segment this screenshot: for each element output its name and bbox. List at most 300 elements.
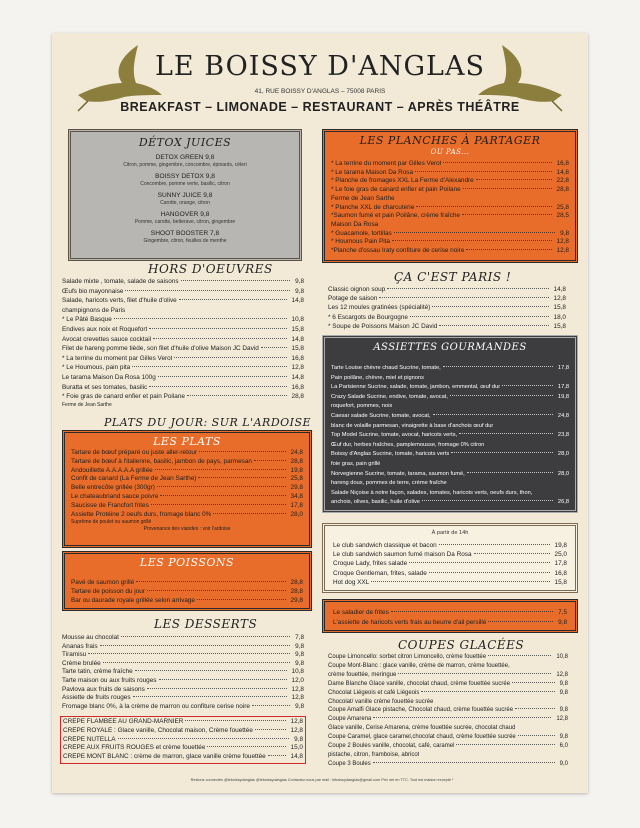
gourmande-row <box>331 393 569 403</box>
planche-row <box>331 169 569 178</box>
dot-leader <box>379 297 548 298</box>
coupe-item-price: 12,8 <box>556 671 568 678</box>
dot-leader <box>149 328 286 329</box>
crepe-item-price: 14,8 <box>290 753 303 761</box>
plat-item-price: 19,8 <box>290 466 303 474</box>
header-subtitle: BREAKFAST – LIMONADE – RESTAURANT – APRÈS THÉÂTRE <box>120 100 520 114</box>
gourmande-row <box>331 402 569 412</box>
dot-leader <box>409 562 549 563</box>
dot-leader <box>135 670 287 671</box>
frites-item-price: 7,5 <box>558 609 567 616</box>
dessert-row <box>62 660 304 669</box>
dessert-item-price: 9,8 <box>295 702 304 710</box>
coupe-item-name: pistache, citron, framboise, abricot <box>328 751 420 758</box>
dot-leader <box>462 214 552 215</box>
poisson-item-name: Bar ou daurade royale grillée selon arrivage <box>71 597 195 604</box>
plats-provenance: Provenance des viandes : voir l'ardoise <box>143 526 231 533</box>
hors-item-name: Filet de hareng pomme tiède, son filet d'huile d'olive Maison JC David <box>62 345 259 353</box>
dessert-row <box>62 668 304 677</box>
dot-leader <box>100 645 291 646</box>
dot-leader <box>451 452 553 453</box>
paris-title: ÇA C'EST PARIS ! <box>394 270 512 284</box>
hors-item-price: 14,8 <box>291 297 304 305</box>
paris-row <box>328 294 566 303</box>
gourmande-item-name: Caesar salade Sucrine, tomate, avocat, <box>331 412 431 419</box>
dessert-row <box>62 651 304 660</box>
plat-item-price: 34,8 <box>290 492 303 500</box>
dessert-row <box>62 703 304 712</box>
crepe-item-name: CRÊPE ROYALE : Glace vanille, Chocolat maison, Crème fouettée <box>63 726 253 734</box>
dot-leader <box>121 636 290 637</box>
coupe-item-name: Coupe 3 Boules <box>328 760 371 767</box>
gourmande-row <box>331 431 569 441</box>
dot-leader <box>174 357 286 358</box>
planche-item-price: 12,8 <box>556 247 569 255</box>
dot-leader <box>416 206 551 207</box>
hors-item-name: * Le Houmous, pain pita <box>62 364 131 372</box>
dot-leader <box>387 288 548 289</box>
dot-leader <box>103 662 290 663</box>
juice-item <box>71 230 299 244</box>
juice-desc: Carotte, orange, citron <box>160 200 210 206</box>
dot-leader <box>429 572 550 573</box>
plat-row <box>71 493 303 502</box>
gourmande-item-price: 17,8 <box>557 384 569 391</box>
plat-item-name: Andouillette A.A.A.A.A grillée <box>71 466 153 474</box>
hors-list <box>62 277 304 409</box>
gourmande-item-price: 19,8 <box>557 393 569 400</box>
gourmande-row <box>331 450 569 460</box>
hors-item-price: 12,8 <box>291 364 304 372</box>
dot-leader <box>391 611 553 612</box>
juice-name: DETOX GREEN 9,8 <box>155 154 215 161</box>
juice-name: BOISSY DETOX 9,8 <box>155 173 215 180</box>
planche-item-name: Ferme de Jean Sarthe <box>331 194 395 202</box>
dessert-item-price: 9,8 <box>295 651 304 659</box>
gourmande-item-price: 17,8 <box>557 365 569 371</box>
sandwich-item-name: Hot dog XXL <box>333 578 370 586</box>
gourmande-row <box>331 470 569 480</box>
crepe-row <box>63 736 303 745</box>
plat-item-price: 28,8 <box>290 457 303 465</box>
hors-item-name: Avocat crevettes sauce cocktail <box>62 335 152 343</box>
frites-item-name: L'assiette de haricots verts frais au beurre d'ail persillé <box>333 618 487 626</box>
coupe-row <box>328 760 568 769</box>
gourmande-row <box>331 422 569 432</box>
frites-item-price: 9,8 <box>558 618 567 626</box>
dot-leader <box>422 500 553 501</box>
gourmande-item-name: roquefort, pommes, noix <box>331 403 393 410</box>
sandwich-item-price: 17,8 <box>554 560 567 568</box>
gourmande-item-name: Salade Niçoise à notre façon, salades, tomates, haricots verts, oeufs durs, thon, <box>331 489 533 496</box>
sandwich-item-price: 15,8 <box>554 578 567 586</box>
hors-item-price: 16,8 <box>291 383 304 391</box>
dot-leader <box>179 299 287 300</box>
dessert-row <box>62 677 304 686</box>
dot-leader <box>433 414 553 415</box>
planche-item-price: 22,8 <box>556 177 569 185</box>
hors-row <box>62 354 304 364</box>
gourmandes-title: ASSIETTES GOURMANDES <box>373 342 527 353</box>
crepe-item-price: 12,8 <box>290 718 303 725</box>
ardoise-title: PLATS DU JOUR: SUR L'ARDOISE <box>104 416 312 429</box>
coupe-item-name: Coupe Caramel, glace caramel,chocolat chaud, crème fouettée sucrée <box>328 734 516 741</box>
dot-leader <box>153 338 287 339</box>
hors-item-price: 9,8 <box>295 287 304 295</box>
plat-row <box>71 502 303 511</box>
poisson-item-name: Pavé de saumon grillé <box>71 579 135 586</box>
dot-leader <box>488 655 551 656</box>
coupe-item-price: 12,8 <box>556 716 568 723</box>
dessert-item-price: 7,8 <box>295 634 304 641</box>
dot-leader <box>439 325 548 326</box>
hors-row <box>62 344 304 354</box>
dot-leader <box>502 385 553 386</box>
hors-row <box>62 296 304 306</box>
dot-leader <box>255 729 286 730</box>
poisson-row <box>71 578 303 587</box>
coupe-item-price: 9,8 <box>559 689 568 696</box>
dessert-item-name: Crème brulée <box>62 659 101 667</box>
dot-leader <box>268 755 286 756</box>
dessert-item-price: 12,0 <box>291 676 304 684</box>
hors-item-name: Salade mixte , tomate, salade de saisons <box>62 278 179 285</box>
poissons-list <box>71 578 303 605</box>
paris-item-name: * 6 Escargots de Bourgogne <box>328 313 408 321</box>
poissons-panel <box>62 551 312 611</box>
planche-item-price: 16,8 <box>556 160 569 167</box>
planche-item-name: * Houmous Pain Pita <box>331 238 390 246</box>
address: 41, RUE BOISSY D'ANGLAS – 75008 PARIS <box>254 88 386 95</box>
plat-item-name: Belle entrecôte grillée (300gr) <box>71 484 155 492</box>
poisson-row <box>71 596 303 605</box>
paris-item-name: * Soupe de Poissons Maison JC David <box>328 322 438 330</box>
dessert-item-name: Mousse au chocolat <box>62 634 119 641</box>
plat-item-price: 17,8 <box>290 501 303 509</box>
dot-leader <box>392 240 552 241</box>
planche-row <box>331 221 569 230</box>
gourmande-row <box>331 479 569 489</box>
planche-item-price: 9,8 <box>560 229 569 237</box>
plats-panel <box>62 430 312 548</box>
planches-panel <box>322 129 578 263</box>
gourmande-item-name: Pain poilâne, chèvre, miel et pignons <box>331 374 424 381</box>
plat-item-name: Le chateaubriand sauce poivre <box>71 492 159 500</box>
coupe-item-price: 6,0 <box>559 743 568 750</box>
dot-leader <box>147 590 286 591</box>
gourmande-item-name: La Parisienne Sucrine, salade, tomate, jambon, emmental, œuf dur <box>331 384 501 391</box>
dot-leader <box>371 581 549 582</box>
dot-leader <box>450 395 553 396</box>
coupe-item-name: Coupe 2 Boules vanille, chocolat, café, caramel <box>328 743 455 750</box>
gourmande-item-name: blanc de volaille parmesan, vinaigrette à base d'anchois œuf dur <box>331 422 494 429</box>
dot-leader <box>261 347 287 348</box>
plats-note: Suprême de poulet ou saumon grillé <box>71 519 152 526</box>
dot-leader <box>443 162 551 163</box>
crepe-item-price: 15,0 <box>290 744 303 752</box>
poisson-item-price: 28,8 <box>290 588 303 595</box>
dot-leader <box>463 188 552 189</box>
frites-item-name: Le saladier de frites <box>333 609 389 616</box>
juice-name: HANGOVER 9,8 <box>160 211 210 218</box>
gourmande-row <box>331 412 569 422</box>
plat-row <box>71 467 303 476</box>
planche-item-name: * Planche XXL de charcuterie <box>331 203 415 211</box>
paris-row <box>328 313 566 322</box>
sandwich-time: À partir de 14h <box>431 530 469 536</box>
poisson-item-price: 28,8 <box>290 579 303 586</box>
dot-leader <box>199 451 285 452</box>
planche-item-name: *Planche d'ossau Iraty confiture de cerise noire <box>331 247 465 255</box>
dot-leader <box>132 366 286 367</box>
dessert-item-name: Ananas frais <box>62 642 98 650</box>
coupe-item-name: Glace vanille, Cerise Amarena, crème fouettée sucrée, chocolat chaud <box>328 725 516 732</box>
coupe-item-price: 9,0 <box>559 760 568 767</box>
dot-leader <box>432 306 548 307</box>
dot-leader <box>136 581 285 582</box>
planche-item-name: Maison Da Rosa <box>331 220 379 228</box>
coupes-title: COUPES GLACÉES <box>398 638 525 652</box>
hors-item-price: 28,8 <box>291 393 304 401</box>
coupe-row <box>328 671 568 680</box>
juice-desc: Pomme, carotte, betterave, citron, gingembre <box>134 219 236 225</box>
dot-leader <box>398 673 551 674</box>
paris-row <box>328 303 566 312</box>
hors-item-name: Buratta et ses tomates, basilic <box>62 383 148 391</box>
plat-row <box>71 449 303 458</box>
planche-row <box>331 186 569 195</box>
dot-leader <box>456 744 554 745</box>
plat-row <box>71 475 303 484</box>
dot-leader <box>187 395 287 396</box>
coupe-item-name: Chocolat Liégeois et café Liégeois <box>328 689 420 696</box>
sandwich-item-name: Le club sandwich saumon fumé maison Da Rosa <box>333 551 472 559</box>
sandwich-item-price: 16,8 <box>554 569 567 577</box>
dot-leader <box>476 179 552 180</box>
hors-row <box>62 363 304 373</box>
menu-sheet <box>52 33 588 793</box>
juice-name: SUNNY JUICE 9,8 <box>157 192 213 199</box>
dessert-item-price: 12,8 <box>291 685 304 693</box>
dessert-item-name: Tarte tatin, crème fraîche <box>62 668 133 676</box>
hors-row <box>62 373 304 383</box>
poisson-item-price: 29,8 <box>290 597 303 604</box>
hors-item-price: 16,8 <box>291 354 304 362</box>
paris-item-price: 12,8 <box>553 295 566 303</box>
planches-list <box>331 160 569 256</box>
coupe-row <box>328 680 568 689</box>
hors-item-name: * La terrine du moment par Gilles Verot <box>62 354 173 362</box>
dot-leader <box>467 472 553 473</box>
plat-item-name: Tartare de bœuf à l'italienne, basilic, jambon de pays, parmesan <box>71 457 252 465</box>
hors-item-price: 9,8 <box>295 278 304 285</box>
sandwich-row <box>333 559 567 568</box>
coupe-item-name: crème fouettée, meringue <box>328 671 397 678</box>
sandwich-item-price: 25,0 <box>554 551 567 559</box>
planche-item-name: * Le tarama Maison Da Rosa <box>331 168 414 176</box>
dessert-item-name: Pavlova aux fruits de saisons <box>62 685 145 693</box>
dessert-item-price: 9,8 <box>295 642 304 650</box>
hors-item-price: 14,8 <box>291 335 304 343</box>
plat-item-name: Assiette Protéine 2 oeufs durs, fromage blanc 0% <box>71 510 212 518</box>
dot-leader <box>373 762 555 763</box>
frites-row <box>333 608 567 618</box>
gourmande-row <box>331 364 569 374</box>
dessert-item-name: Tarte maison ou aux fruits rouges <box>62 676 157 684</box>
coupe-item-name: Coupe Amalfi Glace pistache, Chocolat chaud, crème fouettée sucrée <box>328 707 514 714</box>
sandwich-list <box>333 541 567 587</box>
dessert-item-price: 12,8 <box>291 694 304 702</box>
detox-title: DÉTOX JUICES <box>138 136 232 149</box>
gourmande-row <box>331 374 569 384</box>
dot-leader <box>410 316 549 317</box>
juice-item <box>71 192 299 206</box>
dot-leader <box>147 688 287 689</box>
dessert-item-price: 9,8 <box>295 659 304 667</box>
dot-leader <box>125 290 290 291</box>
dot-leader <box>421 691 554 692</box>
hors-item-price: 15,8 <box>291 325 304 333</box>
detox-list <box>71 154 299 244</box>
paris-list <box>328 285 566 331</box>
gourmande-row <box>331 498 569 508</box>
coupe-row <box>328 706 568 715</box>
hors-row <box>62 335 304 345</box>
dot-leader <box>157 486 286 487</box>
sandwich-item-price: 19,8 <box>554 542 567 549</box>
hors-item-name: Œufs bio mayonnaise <box>62 287 124 295</box>
hors-item-name: Le tarama Maison Da Rosa 100g <box>62 373 156 381</box>
hors-item-price: 15,8 <box>291 345 304 353</box>
planche-row <box>331 247 569 256</box>
juice-name: SHOOT BOOSTER 7,8 <box>150 230 220 237</box>
planche-item-price: 14,8 <box>556 168 569 176</box>
frites-panel <box>322 599 578 633</box>
gourmande-item-name: Top Model Sucrine, tomate, avocat, haricots verts, <box>331 432 458 439</box>
gourmande-item-price: 28,0 <box>557 470 569 477</box>
dot-leader <box>474 553 550 554</box>
gourmande-row <box>331 460 569 470</box>
footer: Restons connectés @leboissydanglas @leboissydanglas Contactez-nous par mail : leboissydanglas@gmail.com Prix net en TTC. Tout est maison excepté * <box>190 778 454 782</box>
gourmande-row <box>331 441 569 451</box>
coupe-item-name: Dame Blanche Glace vanille, chocolat chaud, crème fouettée sucrée <box>328 680 511 687</box>
plat-item-name: Saucisse de Francfort frites <box>71 501 149 509</box>
dot-leader <box>181 280 291 281</box>
planche-item-name: *Saumon fumé et pain Poilâne, crème fraîche <box>331 212 460 220</box>
dot-leader <box>518 735 555 736</box>
planche-row <box>331 195 569 204</box>
sandwich-row <box>333 550 567 559</box>
juice-item <box>71 173 299 187</box>
detox-juices-panel <box>68 129 302 261</box>
sandwich-item-name: Croque Lady, frites salade <box>333 560 408 568</box>
coupe-row <box>328 733 568 742</box>
paris-item-price: 15,8 <box>553 322 566 330</box>
dot-leader <box>198 477 285 478</box>
plat-row <box>71 458 303 467</box>
dot-leader <box>252 705 290 706</box>
dot-leader <box>439 544 550 545</box>
dot-leader <box>114 318 287 319</box>
dot-leader <box>459 433 553 434</box>
juice-desc: Citron, pomme, gingembre, concombre, épinards, céleri <box>123 162 247 168</box>
crepe-row <box>63 718 303 727</box>
dot-leader <box>415 171 551 172</box>
gourmande-item-name: Crazy Salade Sucrine, endive, tomate, avocat, <box>331 393 448 400</box>
planche-item-name: * Planche de fromages XXL La Ferme d'Alexandre <box>331 177 474 185</box>
dessert-item-name: Assiette de fruits rouges <box>62 694 131 702</box>
plat-item-price: 29,8 <box>290 484 303 492</box>
plats-list <box>71 449 303 533</box>
dot-leader <box>151 504 286 505</box>
coupe-row <box>328 689 568 698</box>
coupe-row <box>328 698 568 707</box>
dot-leader <box>159 679 287 680</box>
hors-row <box>62 277 304 287</box>
coupe-row <box>328 662 568 671</box>
sandwich-panel <box>322 523 578 593</box>
planche-item-price: 12,8 <box>556 238 569 246</box>
dessert-row <box>62 634 304 643</box>
dot-leader <box>155 469 286 470</box>
plat-row <box>71 484 303 493</box>
planche-item-name: * Le foie gras de canard enfier et pain Poilane <box>331 186 461 194</box>
hors-title: HORS D'OEUVRES <box>148 262 273 276</box>
planche-item-price: 28,5 <box>556 212 569 220</box>
paris-row <box>328 285 566 294</box>
planche-item-price: 25,8 <box>556 203 569 211</box>
dot-leader <box>443 366 553 367</box>
planche-item-price: 28,8 <box>556 186 569 194</box>
paris-item-name: Les 12 moules gratinées (spécialité) <box>328 304 431 312</box>
coupe-row <box>328 724 568 733</box>
crepe-item-name: CRÊPE AUX FRUITS ROUGES et crème fouettée <box>63 744 206 752</box>
hors-row <box>62 392 304 402</box>
hors-item-price: 10,8 <box>291 316 304 324</box>
crepe-item-price: 9,8 <box>294 735 303 743</box>
gourmande-item-name: hareng doux, pommes de terre, crème fraîche <box>331 480 447 487</box>
dessert-row <box>62 694 304 703</box>
gourmande-item-price: 28,0 <box>557 451 569 458</box>
dot-leader <box>207 746 285 747</box>
restaurant-name: LE BOISSY D'ANGLAS <box>155 51 485 82</box>
dessert-item-name: Fromage blanc 0%, à la crème de marron ou confiture cerise noire <box>62 702 250 710</box>
hors-row <box>62 287 304 297</box>
sandwich-row <box>333 578 567 587</box>
hors-note: Ferme de Jean Sarthe <box>62 401 112 408</box>
paris-item-name: Potage de saison <box>328 295 378 303</box>
plats-title: LES PLATS <box>153 435 221 448</box>
crepe-row <box>63 744 303 753</box>
planche-item-name: * La terrine du moment par Gilles Verot <box>331 160 442 167</box>
dot-leader <box>158 376 287 377</box>
crepes-list <box>63 718 303 762</box>
hors-item-price: 14,8 <box>291 373 304 381</box>
dot-leader <box>160 495 285 496</box>
sandwich-item-name: Croque Gentleman, frites, salade <box>333 569 427 577</box>
planche-row <box>331 160 569 169</box>
hors-row <box>62 325 304 335</box>
desserts-title: LES DESSERTS <box>154 617 258 631</box>
planche-row <box>331 177 569 186</box>
sandwich-row <box>333 541 567 550</box>
poisson-row <box>71 587 303 596</box>
plat-item-price: 28,0 <box>290 510 303 518</box>
gourmande-item-price: 23,8 <box>557 432 569 439</box>
paris-item-name: Classic oignon soup <box>328 286 386 293</box>
paris-row <box>328 322 566 331</box>
coupe-item-price: 9,8 <box>559 734 568 741</box>
